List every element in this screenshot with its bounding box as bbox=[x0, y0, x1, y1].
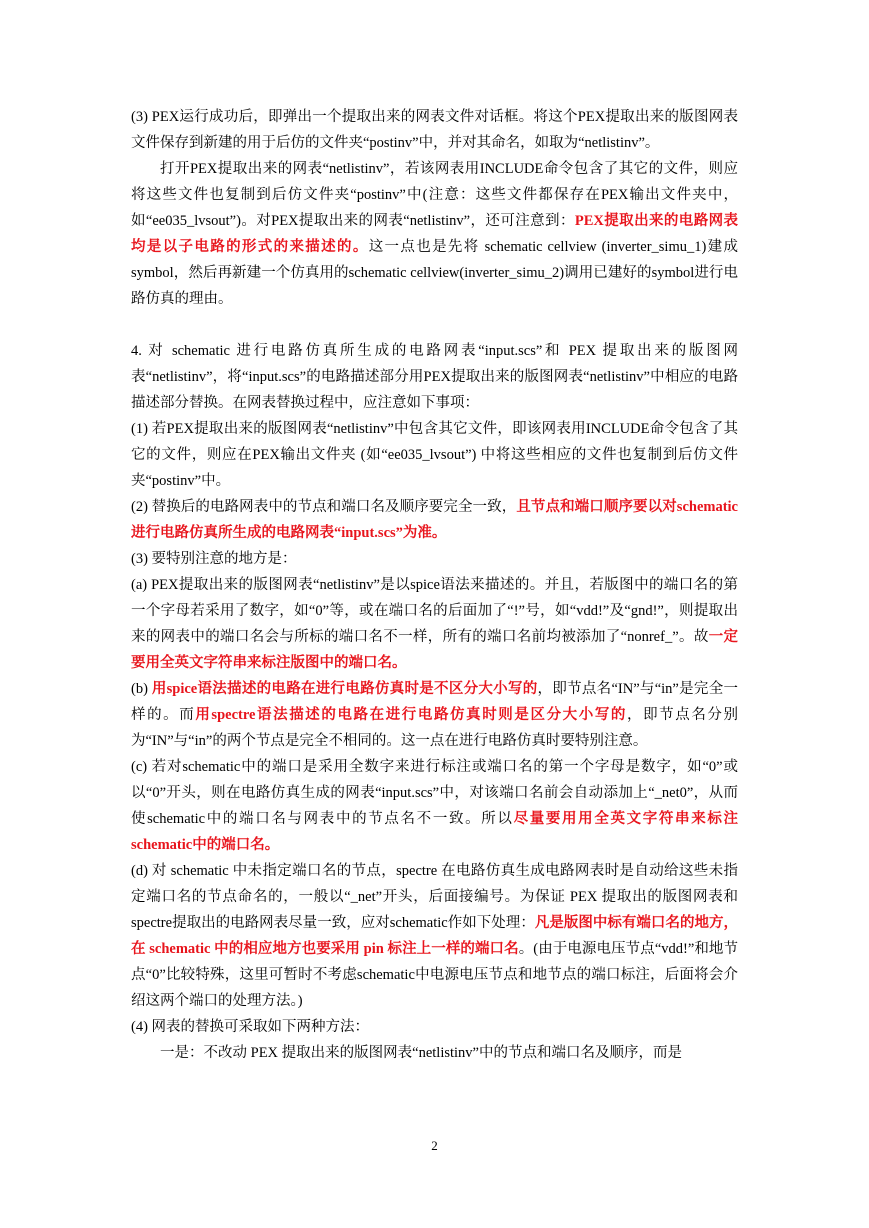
paragraph bbox=[131, 754, 738, 858]
paragraph bbox=[131, 1040, 738, 1066]
highlighted-text: 凡是版图中标有端口名的地方，在 schematic 中的相应地方也要采用 pin 标注上一样的端口名 bbox=[131, 915, 738, 957]
paragraph bbox=[131, 104, 738, 156]
paragraph bbox=[131, 416, 738, 494]
highlighted-text: 尽量要用用全英文字符串来标注schematic中的端口名。 bbox=[131, 811, 738, 853]
text-segment: (3) 要特别注意的地方是： bbox=[131, 551, 297, 567]
text-segment: 打开PEX提取出来的网表“netlistinv”，若该网表用INCLUDE命令包含了其它的文件，则应将这些文件也复制到后仿文件夹“postinv”中(注意：这些文件都保存在PEX输出文件夹中，如“ee035_lvsout”)。对PEX提取出来的网表“netlistinv”，还可注意到： bbox=[131, 161, 738, 229]
text-segment: (b) bbox=[131, 681, 152, 697]
paragraph bbox=[131, 156, 738, 312]
paragraph bbox=[131, 338, 738, 416]
paragraph bbox=[131, 676, 738, 754]
text-segment: (a) PEX提取出来的版图网表“netlistinv”是以spice语法来描述的。并且，若版图中的端口名的第一个字母若采用了数字，如“0”等，或在端口名的后面加了“!”号，如“vdd!”及“gnd!”，则提取出来的网表中的端口名会与所标的端口名不一样，所有的端口名前均被添加了“nonref_”。故 bbox=[131, 577, 738, 645]
text-segment: ，即节点名分别为“IN”与“in”的两个节点是完全不相同的。这一点在进行电路仿真时要特别注意。 bbox=[131, 707, 739, 749]
highlighted-text: 用spice语法描述的电路在进行电路仿真时是不区分大小写的 bbox=[151, 681, 538, 697]
paragraph bbox=[131, 1014, 738, 1040]
text-segment: (1) 若PEX提取出来的版图网表“netlistinv”中包含其它文件，即该网表用INCLUDE命令包含了其它的文件，则应在PEX输出文件夹 (如“ee035_lvsout”) 中将这些相应的文件也复制到后仿文件夹“postinv”中。 bbox=[131, 421, 738, 489]
text-segment: 一是：不改动 PEX 提取出来的版图网表“netlistinv”中的节点和端口名及顺序，而是 bbox=[160, 1045, 682, 1061]
highlighted-text: 用spectre语法描述的电路在进行电路仿真时则是区分大小写的 bbox=[195, 707, 627, 723]
paragraph-spacer bbox=[131, 312, 738, 338]
paragraph bbox=[131, 494, 738, 546]
text-segment: (4) 网表的替换可采取如下两种方法： bbox=[131, 1019, 370, 1035]
text-segment: (3) PEX运行成功后，即弹出一个提取出来的网表文件对话框。将这个PEX提取出来的版图网表文件保存到新建的用于后仿的文件夹“postinv”中，并对其命名，如取为“netlistinv”。 bbox=[131, 109, 738, 151]
page-number: 2 bbox=[431, 1138, 438, 1153]
text-segment: 这一点也是先将 schematic cellview (inverter_simu_1)建成symbol，然后再新建一个仿真用的schematic cellview(inverter_simu_2)调用已建好的symbol进行电路仿真的理由。 bbox=[131, 239, 739, 307]
paragraph bbox=[131, 858, 738, 1014]
text-segment: (2) 替换后的电路网表中的节点和端口名及顺序要完全一致， bbox=[131, 499, 517, 515]
text-segment: (c) 若对schematic中的端口是采用全数字来进行标注或端口名的第一个字母是数字，如“0”或以“0”开头，则在电路仿真生成的网表“input.scs”中，对该端口名前会自动添加上“_net0”，从而使schematic中的端口名与网表中的节点名不一致。所以 bbox=[131, 759, 738, 827]
text-segment: (d) 对 schematic 中未指定端口名的节点，spectre 在电路仿真生成电路网表时是自动给这些未指定端口名的节点命名的，一般以“_net”开头，后面接编号。为保证 PEX 提取出的版图网表和spectre提取出的电路网表尽量一致，应对schematic作如下处理： bbox=[131, 863, 738, 931]
highlighted-text: PEX提取出来的电路网表均是以子电路的形式的来描述的。 bbox=[131, 213, 739, 255]
text-segment: 。(由于电源电压节点“vdd!”和地节点“0”比较特殊，这里可暂时不考虑schematic中电源电压节点和地节点的端口标注，后面将会介绍这两个端口的处理方法。) bbox=[131, 941, 739, 1009]
paragraph bbox=[131, 572, 738, 676]
paragraph bbox=[131, 546, 738, 572]
text-segment: ，即节点名“IN”与“in”是完全一样的。而 bbox=[131, 681, 738, 723]
text-segment: 4. 对 schematic 进行电路仿真所生成的电路网表“input.scs”和 PEX 提取出来的版图网表“netlistinv”，将“input.scs”的电路描述部分用PEX提取出来的版图网表“netlistinv”中相应的电路描述部分替换。在网表替换过程中，应注意如下事项： bbox=[131, 343, 738, 411]
highlighted-text: 一定要用全英文字符串来标注版图中的端口名。 bbox=[131, 629, 738, 671]
highlighted-text: 且节点和端口顺序要以对schematic进行电路仿真所生成的电路网表“input.scs”为准。 bbox=[131, 499, 738, 541]
body-text bbox=[131, 104, 738, 1066]
